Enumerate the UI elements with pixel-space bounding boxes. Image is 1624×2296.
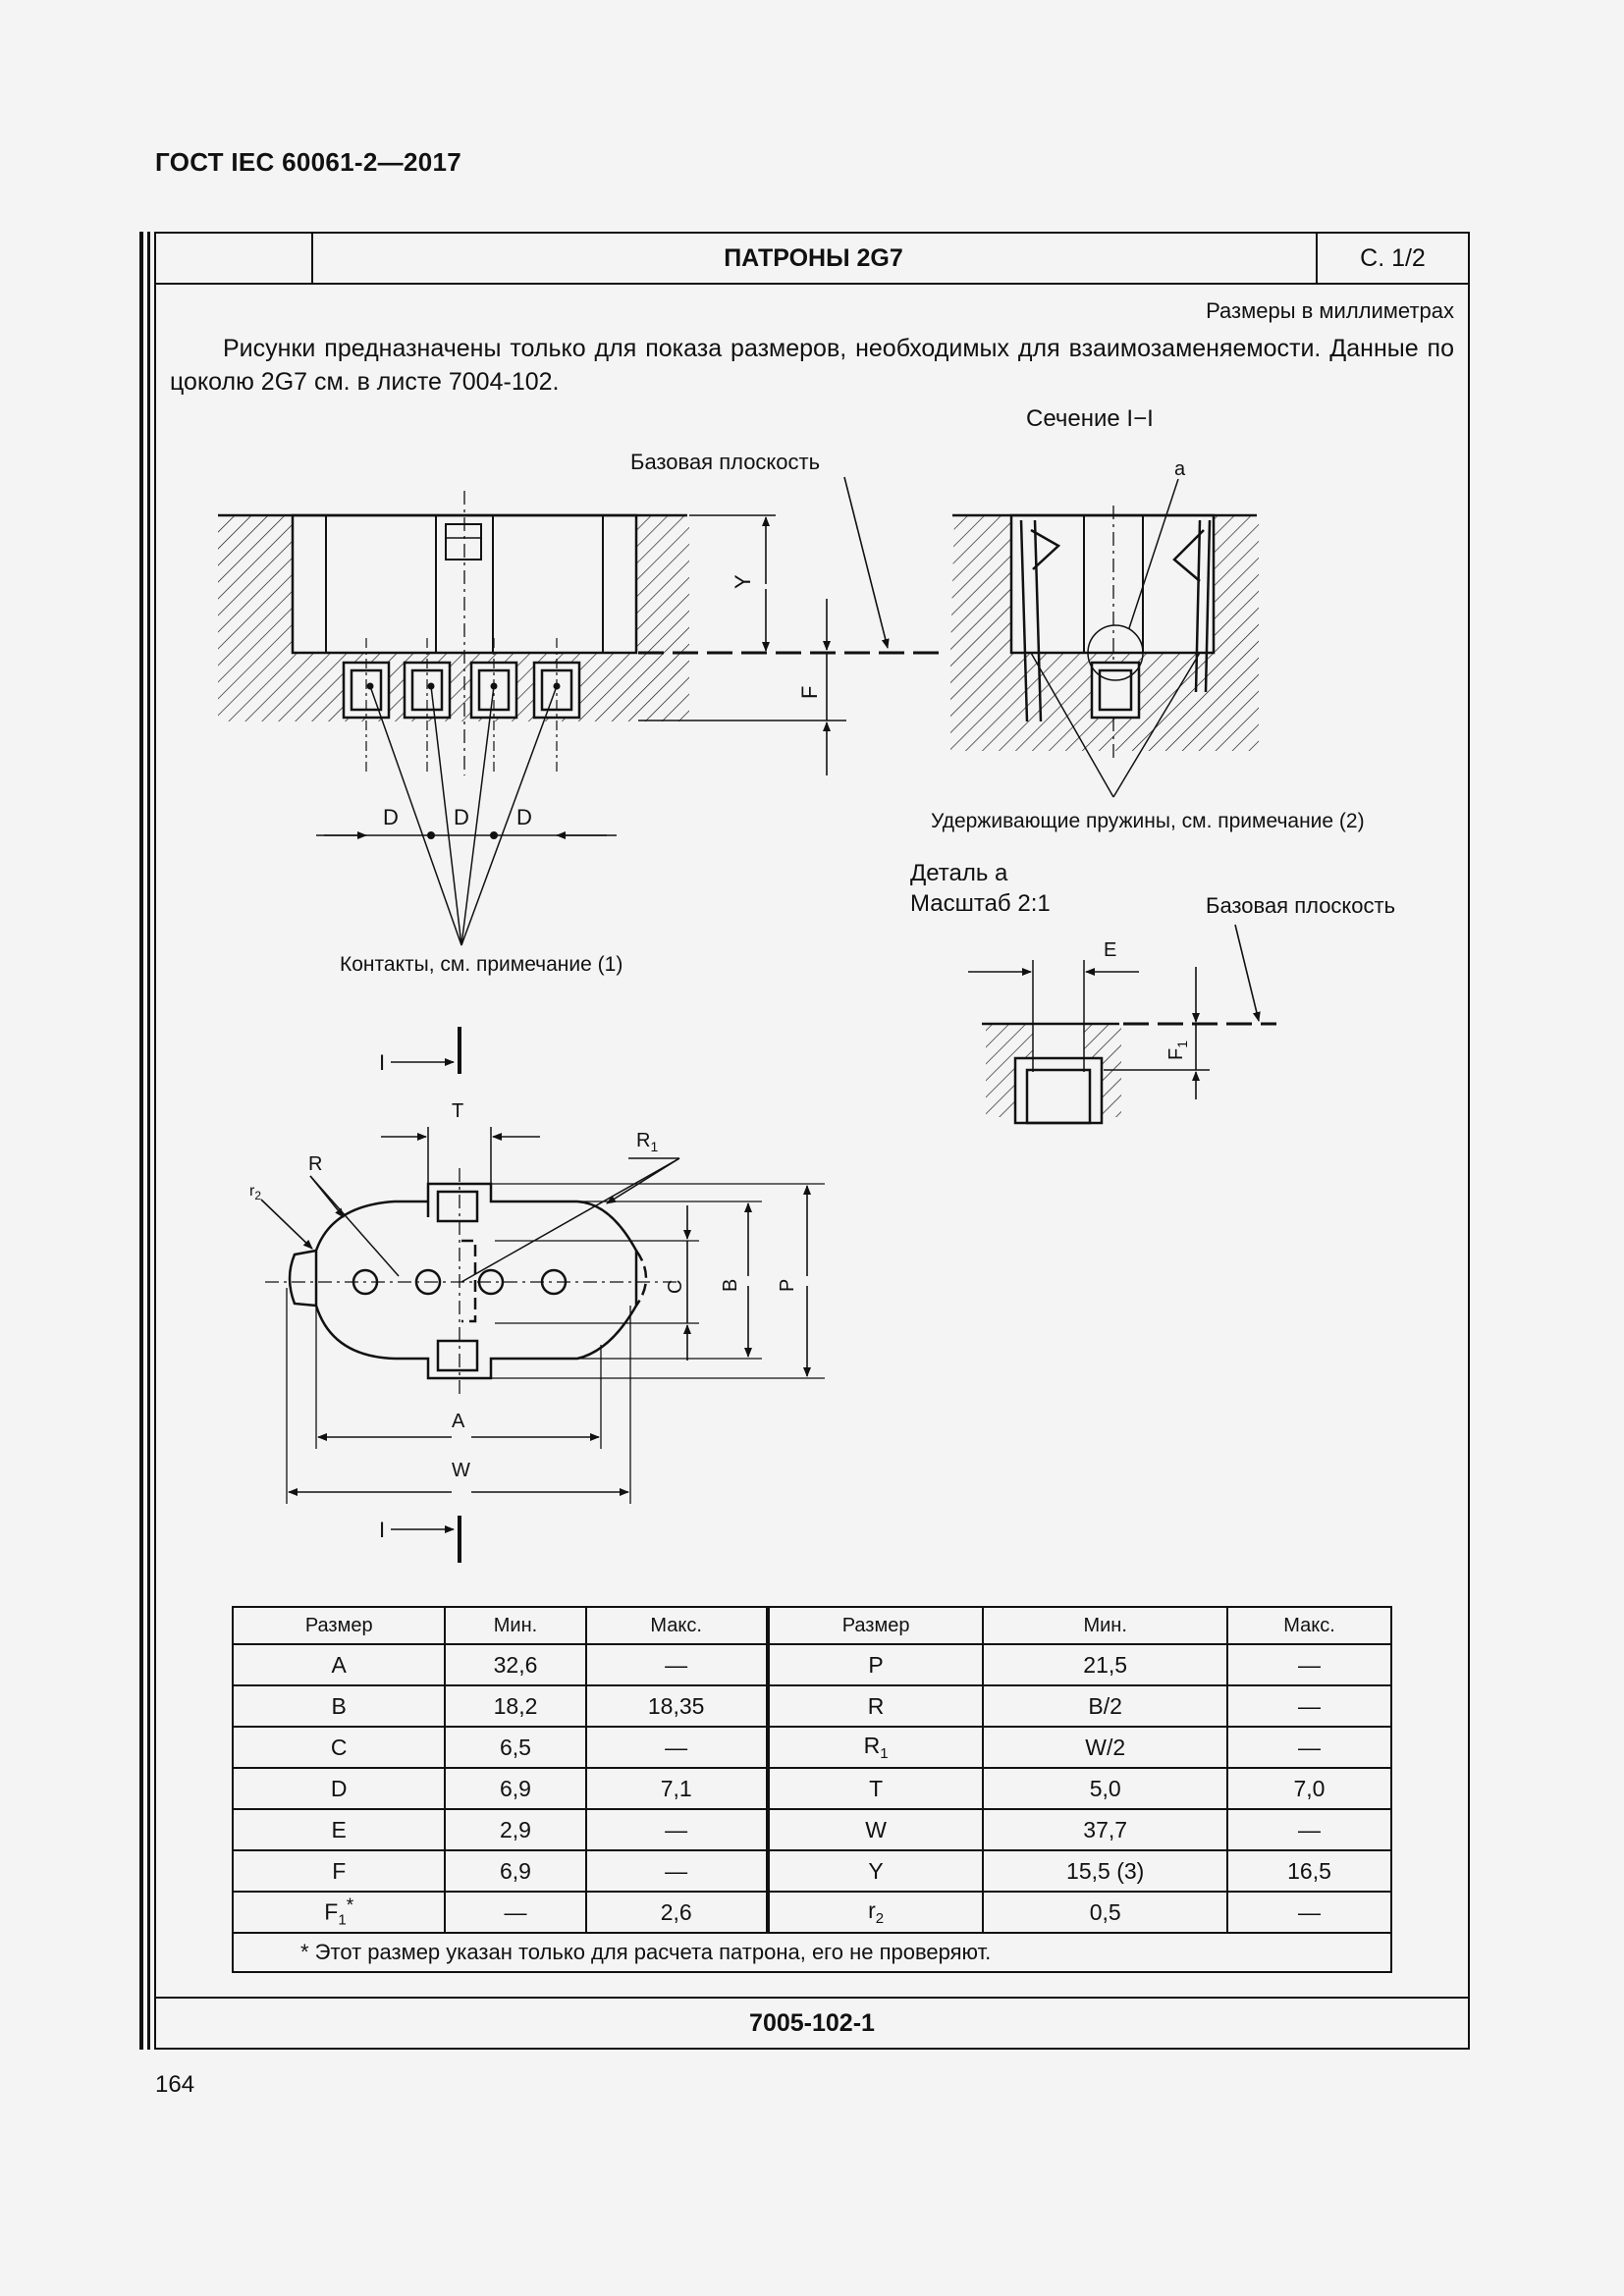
table-row — [233, 1809, 1391, 1850]
sheet-number: 7005-102-1 — [156, 1997, 1468, 2048]
detail-base-plane-label: Базовая плоскость — [1206, 893, 1396, 918]
size-name: T — [768, 1768, 984, 1809]
size-name: W — [768, 1809, 984, 1850]
dimensions-table — [232, 1606, 1392, 1973]
section-marker-bottom-label: I — [379, 1518, 386, 1542]
dim-label-e: E — [1104, 939, 1117, 961]
min-value: 6,5 — [445, 1727, 585, 1768]
dim-label-a: A — [452, 1411, 465, 1432]
max-value: — — [1227, 1685, 1391, 1727]
max-value: — — [1227, 1727, 1391, 1768]
size-name: $F_1^*$ — [233, 1892, 445, 1933]
table-header-row — [233, 1607, 1391, 1644]
header-size-left: Размер — [233, 1607, 445, 1644]
max-value: — — [586, 1727, 768, 1768]
min-value: 21,5 — [983, 1644, 1227, 1685]
max-value: — — [586, 1809, 768, 1850]
size-name: P — [768, 1644, 984, 1685]
dim-label-r: R — [308, 1153, 323, 1175]
dim-label-w: W — [452, 1460, 470, 1481]
section-marker-top-label: I — [379, 1050, 386, 1075]
section-title: Сечение I−I — [1026, 405, 1154, 432]
min-value: 18,2 — [445, 1685, 585, 1727]
dim-label-r1: $R_1$ — [636, 1130, 659, 1154]
min-value: 5,0 — [983, 1768, 1227, 1809]
max-value: — — [1227, 1892, 1391, 1933]
contacts-note: Контакты, см. примечание (1) — [340, 953, 623, 976]
dim-label-f: F — [797, 685, 822, 699]
units-note: Размеры в миллиметрах — [1206, 298, 1454, 323]
page-number: 164 — [155, 2071, 195, 2098]
table-row — [233, 1727, 1391, 1768]
max-value: — — [586, 1644, 768, 1685]
dim-label-y: Y — [731, 574, 755, 589]
table-footnote: * Этот размер указан только для расчета патрона, его не проверяют. — [233, 1933, 1391, 1972]
max-value: 18,35 — [586, 1685, 768, 1727]
max-value: — — [586, 1850, 768, 1892]
min-value: 6,9 — [445, 1850, 585, 1892]
size-name: A — [233, 1644, 445, 1685]
header-size-right: Размер — [768, 1607, 984, 1644]
table-row — [233, 1850, 1391, 1892]
dimension-y — [689, 515, 776, 651]
dim-label-f1: $F_1$ — [1165, 1040, 1190, 1060]
size-name: $r_2$ — [768, 1892, 984, 1933]
min-value: W/2 — [983, 1727, 1227, 1768]
min-value: 15,5 (3) — [983, 1850, 1227, 1892]
table-row — [233, 1892, 1391, 1933]
springs-note: Удерживающие пружины, см. примечание (2) — [931, 810, 1365, 832]
dim-label-d3: D — [516, 805, 532, 829]
size-name: Y — [768, 1850, 984, 1892]
dim-label-r2: $r_2$ — [249, 1183, 262, 1202]
intro-text: Рисунки предназначены только для показа размеров, необходимых для взаимозаменяемости. Данные по цоколю 2G7 см. в листе 7004-102. — [170, 335, 1454, 396]
table-row — [233, 1685, 1391, 1727]
size-name: B — [233, 1685, 445, 1727]
size-name: F — [233, 1850, 445, 1892]
size-name: $R_1$ — [768, 1727, 984, 1768]
size-name: C — [233, 1727, 445, 1768]
header-min-right: Мин. — [983, 1607, 1227, 1644]
sheet-page-ref: С. 1/2 — [1360, 244, 1426, 272]
header-max-left: Макс. — [586, 1607, 768, 1644]
max-value: — — [1227, 1809, 1391, 1850]
dim-label-b: B — [720, 1278, 741, 1292]
section-view — [931, 458, 1365, 832]
header-min-left: Мин. — [445, 1607, 585, 1644]
header-max-right: Макс. — [1227, 1607, 1391, 1644]
dim-label-d2: D — [454, 805, 469, 829]
socket-side-view — [218, 491, 689, 976]
detail-marker: a — [1174, 458, 1186, 480]
dim-label-d1: D — [383, 805, 399, 829]
detail-a-view — [910, 860, 1395, 1123]
max-value: 16,5 — [1227, 1850, 1391, 1892]
dim-label-p: P — [777, 1278, 798, 1292]
size-name: R — [768, 1685, 984, 1727]
document-header: ГОСТ IEC 60061-2—2017 — [155, 147, 461, 177]
size-name: D — [233, 1768, 445, 1809]
dim-label-t: T — [452, 1100, 464, 1122]
table-row — [233, 1768, 1391, 1809]
socket-top-view — [249, 1027, 825, 1563]
dim-label-c: C — [665, 1279, 686, 1294]
size-name: E — [233, 1809, 445, 1850]
max-value: 2,6 — [586, 1892, 768, 1933]
max-value: — — [1227, 1644, 1391, 1685]
table-row — [233, 1644, 1391, 1685]
detail-title: Деталь a — [910, 860, 1008, 886]
min-value: B/2 — [983, 1685, 1227, 1727]
base-plane-leader — [844, 477, 888, 648]
max-value: 7,0 — [1227, 1768, 1391, 1809]
min-value: — — [445, 1892, 585, 1933]
min-value: 32,6 — [445, 1644, 585, 1685]
max-value: 7,1 — [586, 1768, 768, 1809]
table-footnote-row — [233, 1933, 1391, 1972]
sheet-title: ПАТРОНЫ 2G7 — [311, 234, 1318, 283]
min-value: 6,9 — [445, 1768, 585, 1809]
base-plane-label: Базовая плоскость — [630, 450, 821, 474]
min-value: 2,9 — [445, 1809, 585, 1850]
min-value: 0,5 — [983, 1892, 1227, 1933]
min-value: 37,7 — [983, 1809, 1227, 1850]
detail-scale: Масштаб 2:1 — [910, 890, 1051, 917]
